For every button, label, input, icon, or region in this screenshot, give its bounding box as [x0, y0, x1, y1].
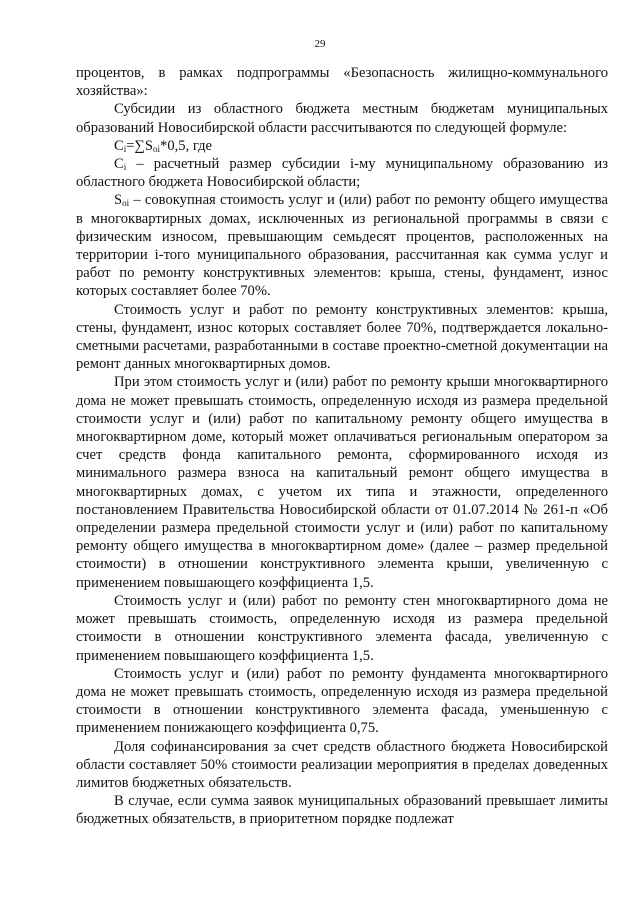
- document-body: [76, 64, 608, 829]
- formula-c: C: [114, 137, 124, 154]
- paragraph-continuation: процентов, в рамках подпрограммы «Безопасность жилищно-коммунального хозяйства»:: [76, 65, 608, 100]
- paragraph-wall-cost: Стоимость услуг и (или) работ по ремонту стен многоквартирного дома не может превышать стоимость, определенную исходя из размера предельной стоимости в отношении конструктивного элемента фасада, увеличенную с применением повышающего коэффициента 1,5.: [76, 592, 608, 664]
- formula-sub-i: i: [123, 143, 127, 154]
- paragraph-subsidy-intro: Субсидии из областного бюджета местным бюджетам муниципальных образований Новосибирской области рассчитываются по следующей формуле:: [76, 101, 608, 136]
- formula-sub-oi: oi: [153, 143, 161, 154]
- paragraph-soi-definition: [76, 191, 608, 300]
- ci-text: – расчетный размер субсидии i-му муниципальному образованию из областного бюджета Новосибирской области;: [76, 156, 608, 191]
- ci-symbol: C: [114, 156, 124, 173]
- soi-text: – совокупная стоимость услуг и (или) работ по ремонту общего имущества в многоквартирных домах, исключенных из региональной программы в связи с физическим износом, превышающим семьдесят процентов, расположенных на территории i-того муниципального образования, рассчитанная как сумма услуг и работ по ремонту конструктивных элементов: крыша, стены, фундамент, износ которых составляет более 70%.: [76, 192, 608, 300]
- ci-subscript: i: [123, 162, 127, 173]
- paragraph-ci-definition: [76, 155, 608, 191]
- soi-subscript: oi: [122, 198, 130, 209]
- paragraph-foundation-cost: Стоимость услуг и (или) работ по ремонту фундамента многоквартирного дома не может превышать стоимость, определенную исходя из размера предельной стоимости в отношении конструктивного элемента фасада, уменьшенную с применением понижающего коэффициента 0,75.: [76, 665, 608, 737]
- paragraph-roof-cost: При этом стоимость услуг и (или) работ по ремонту крыши многоквартирного дома не может превышать стоимость, определенную исходя из размера предельной стоимости услуг и (или) работ по капитальному ремонту общего имущества в многоквартирном доме, который может оплачиваться региональным оператором за счет средств фонда капитального ремонта, сформированного исходя из минимального размера взноса на капитальный ремонт общего имущества в многоквартирных домах, с учетом их типа и этажности, определенного постановлением Правительства Новосибирской области от 01.07.2014 № 261-п «Об определении размера предельной стоимости услуг и (или) работ по капитальному ремонту общего имущества в многоквартирном доме» (далее – размер предельной стоимости) в отношении конструктивного элемента крыши, увеличенную с применением повышающего коэффициента 1,5.: [76, 374, 608, 591]
- soi-symbol: S: [114, 192, 123, 209]
- page-number: 29: [314, 38, 326, 50]
- paragraph-cost-confirmation: Стоимость услуг и работ по ремонту конструктивных элементов: крыша, стены, фундамент, износ которых составляет более 70%, подтверждается локально-сметными расчетами, разработанными в составе проектно-сметной документации на ремонт данных многоквартирных домов.: [76, 301, 608, 373]
- paragraph-priority: В случае, если сумма заявок муниципальных образований превышает лимиты бюджетных обязательств, в приоритетном порядке подлежат: [76, 793, 608, 828]
- formula-tail: *0,5, где: [160, 137, 213, 154]
- paragraph-cofinancing: Доля софинансирования за счет средств областного бюджета Новосибирской области составляет 50% стоимости реализации мероприятия в пределах доведенных лимитов бюджетных обязательств.: [76, 738, 608, 791]
- subsidy-formula: [76, 137, 608, 155]
- formula-sum: =∑S: [126, 137, 154, 154]
